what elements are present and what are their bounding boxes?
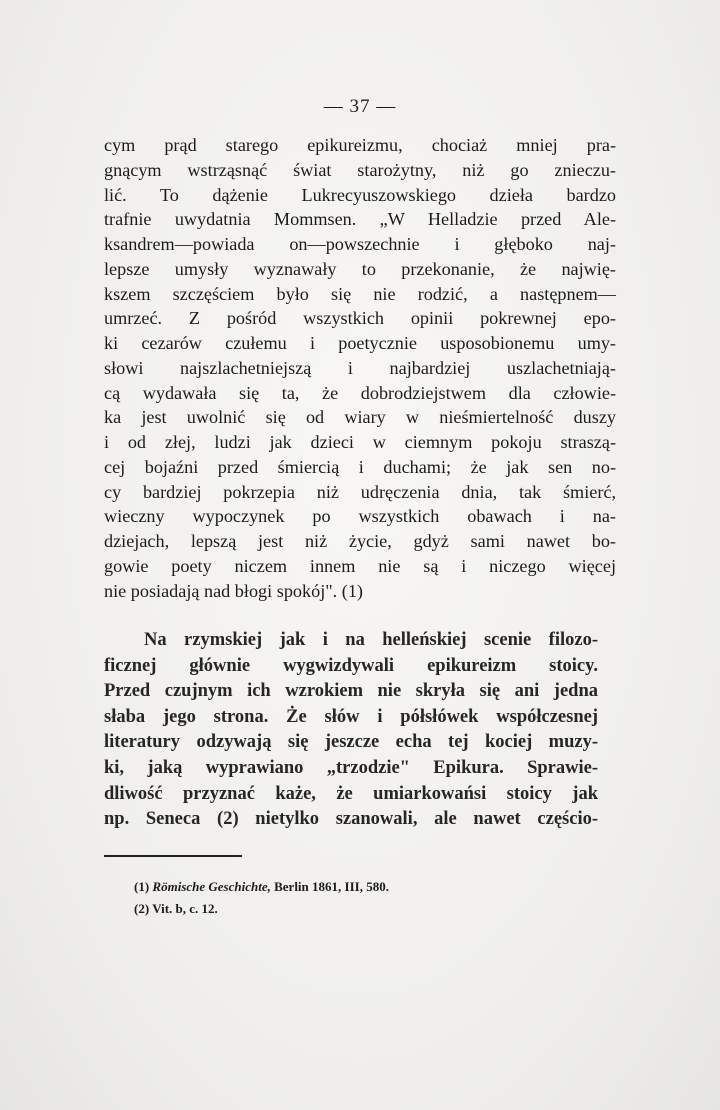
text-line: lepsze umysły wyznawały to przekonanie, że najwię- [104, 258, 616, 279]
text-line: i od złej, ludzi jak dzieci w ciemnym pokoju straszą- [104, 432, 616, 452]
text-line: ki, jaką wyprawiano „trzodzie" Epikura. Sprawie- [104, 757, 598, 778]
footnote-1 [134, 876, 554, 898]
text-line: gowie poety niczem innem nie są i niczego więcej [104, 555, 616, 576]
footnote-divider [104, 855, 242, 857]
text-line: Przed czujnym ich wzrokiem nie skryła się ani jedna [104, 681, 598, 702]
text-line: cym prąd starego epikureizmu, chociaż mniej pra- [104, 135, 616, 155]
text-line: dziejach, lepszą jest niż życie, gdyż sami nawet bo- [104, 531, 616, 551]
paragraph-1 [104, 133, 616, 603]
page-number: — 37 — [323, 96, 397, 117]
text-line: Na rzymskiej jak i na helleńskiej scenie filozo- [144, 630, 598, 650]
footnote-text: Berlin 1861, III, 580. [274, 879, 389, 894]
text-line: wieczny wypoczynek po wszystkich obawach i na- [104, 506, 616, 527]
text-line: ki cezarów czułemu i poetycznie usposobionemu umy- [104, 333, 616, 353]
text-line: ka jest uwolnić się od wiary w nieśmiertelność duszy [104, 407, 616, 428]
text-line: nie posiadają nad błogi spokój". (1) [104, 580, 363, 601]
text-line: dliwość przyznać każe, że umiarkowańsi stoicy jak [104, 783, 598, 804]
footnote-2 [134, 898, 554, 920]
text-line: umrzeć. Z pośród wszystkich opinii pokrewnej epo- [104, 308, 616, 329]
text-line: gnącym wstrząsnąć świat starożytny, niż go znieczu- [104, 159, 616, 180]
text-line: cej bojaźni przed śmiercią i duchami; że jak sen no- [104, 456, 616, 477]
text-line: cą wydawała się ta, że dobrodziejstwem dla człowie- [104, 382, 616, 403]
footnotes [134, 876, 554, 920]
text-line: np. Seneca (2) nietylko szanowali, ale nawet częścio- [104, 809, 598, 830]
text-line: ksandrem—powiada on—powszechnie i głęboko naj- [104, 234, 616, 254]
text-line: literatury odzywają się jeszcze echa tej kociej muzy- [104, 732, 598, 753]
footnote-text: Vit. b, c. 12. [152, 901, 218, 916]
footnote-title: Römische Geschichte, [152, 879, 271, 894]
text-line: lić. To dążenie Lukrecyuszowskiego dzieła bardzo [104, 184, 616, 205]
text-line: cy bardziej pokrzepia niż udręczenia dnia, tak śmierć, [104, 481, 616, 502]
footnote-marker: (1) [134, 879, 150, 894]
text-line: ficznej głównie wygwizdywali epikureizm stoicy. [104, 655, 598, 676]
text-line: słowi najszlachetniejszą i najbardziej uszlachetniają- [104, 357, 616, 378]
paragraph-2 [104, 628, 598, 833]
footnote-marker: (2) [134, 901, 150, 916]
text-line: trafnie uwydatnia Mommsen. „W Helladzie przed Ale- [104, 209, 616, 230]
text-line: kszem szczęściem było się nie rodzić, a następnem— [104, 283, 616, 304]
text-line: słaba jego strona. Że słów i półsłówek współczesnej [104, 706, 598, 727]
